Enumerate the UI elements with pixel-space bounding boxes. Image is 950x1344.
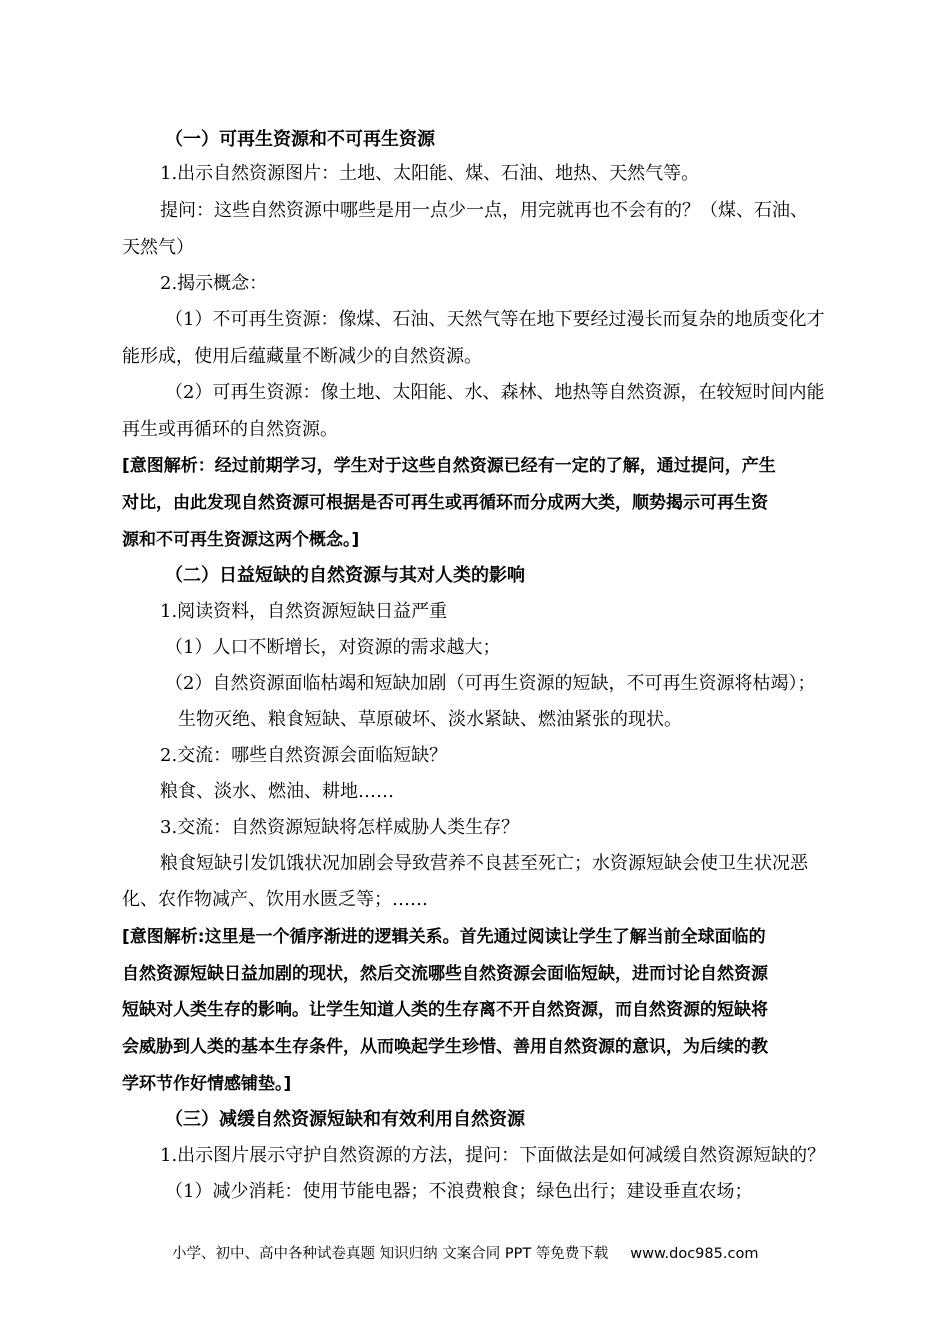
section2-note-line1: [意图解析:这里是一个循序渐进的逻辑关系。首先通过阅读让学生了解当前全球面临的 [122, 927, 766, 947]
footer-text: 小学、初中、高中各种试卷真题 知识归纳 文案合同 PPT 等免费下载 [172, 1246, 609, 1262]
section1-def1-line2: 能形成，使用后蕴藏量不断减少的自然资源。 [122, 346, 482, 367]
section2-item1: 1.阅读资料，自然资源短缺日益严重 [160, 601, 448, 622]
section1-note-line1: [意图解析：经过前期学习，学生对于这些自然资源已经有一定的了解，通过提问，产生 [122, 456, 776, 476]
section1-item2: 2.揭示概念： [160, 273, 268, 294]
section2-heading: （二）日益短缺的自然资源与其对人类的影响 [165, 565, 525, 586]
section1-item1: 1.出示自然资源图片：土地、太阳能、煤、石油、地热、天然气等。 [160, 163, 700, 184]
footer-url[interactable]: www.doc985.com [630, 1246, 759, 1262]
section2-sub2-line2: 生物灭绝、粮食短缺、草原破坏、淡水紧缺、燃油紧张的现状。 [178, 709, 682, 730]
section2-sub2-line1: （2）自然资源面临枯竭和短缺加剧（可再生资源的短缺，不可再生资源将枯竭）； [165, 673, 816, 694]
section3-sub1: （1）减少消耗：使用节能电器；不浪费粮食；绿色出行；建设垂直农场； [165, 1181, 753, 1202]
section1-def2-line2: 再生或再循环的自然资源。 [122, 419, 338, 440]
section2-note-line5: 学环节作好情感铺垫。] [122, 1074, 292, 1094]
section1-note-line2: 对比，由此发现自然资源可根据是否可再生或再循环而分成两大类，顺势揭示可再生资 [122, 493, 768, 513]
section2-note-line4: 会威胁到人类的基本生存条件，从而唤起学生珍惜、善用自然资源的意识，为后续的教 [122, 1037, 768, 1057]
section1-question-line2: 天然气） [122, 237, 194, 258]
section2-item3: 3.交流：自然资源短缺将怎样威胁人类生存？ [160, 817, 520, 838]
section2-item2: 2.交流：哪些自然资源会面临短缺？ [160, 745, 448, 766]
section1-note-line3: 源和不可再生资源这两个概念。] [122, 530, 360, 550]
section1-def1-line1: （1）不可再生资源：像煤、石油、天然气等在地下要经过漫长而复杂的地质变化才 [165, 309, 825, 330]
section2-note-line2: 自然资源短缺日益加剧的现状，然后交流哪些自然资源会面临短缺，进而讨论自然资源 [122, 964, 768, 984]
section1-heading: （一）可再生资源和不可再生资源 [165, 129, 435, 150]
page-footer [172, 1244, 758, 1264]
section3-item1: 1.出示图片展示守护自然资源的方法，提问：下面做法是如何减缓自然资源短缺的？ [160, 1145, 826, 1166]
section2-answer3-line2: 化、农作物减产、饮用水匮乏等；…… [122, 889, 428, 910]
section2-sub1: （1）人口不断增长，对资源的需求越大； [165, 637, 501, 658]
section2-note-line3: 短缺对人类生存的影响。让学生知道人类的生存离不开自然资源，而自然资源的短缺将 [122, 1000, 768, 1020]
section2-answer2: 粮食、淡水、燃油、耕地…… [160, 781, 394, 802]
section1-question-line1: 提问：这些自然资源中哪些是用一点少一点，用完就再也不会有的？（煤、石油、 [160, 200, 808, 221]
section3-heading: （三）减缓自然资源短缺和有效利用自然资源 [165, 1109, 525, 1130]
section2-answer3-line1: 粮食短缺引发饥饿状况加剧会导致营养不良甚至死亡；水资源短缺会使卫生状况恶 [160, 853, 808, 874]
section1-def2-line1: （2）可再生资源：像土地、太阳能、水、森林、地热等自然资源，在较短时间内能 [165, 382, 825, 403]
